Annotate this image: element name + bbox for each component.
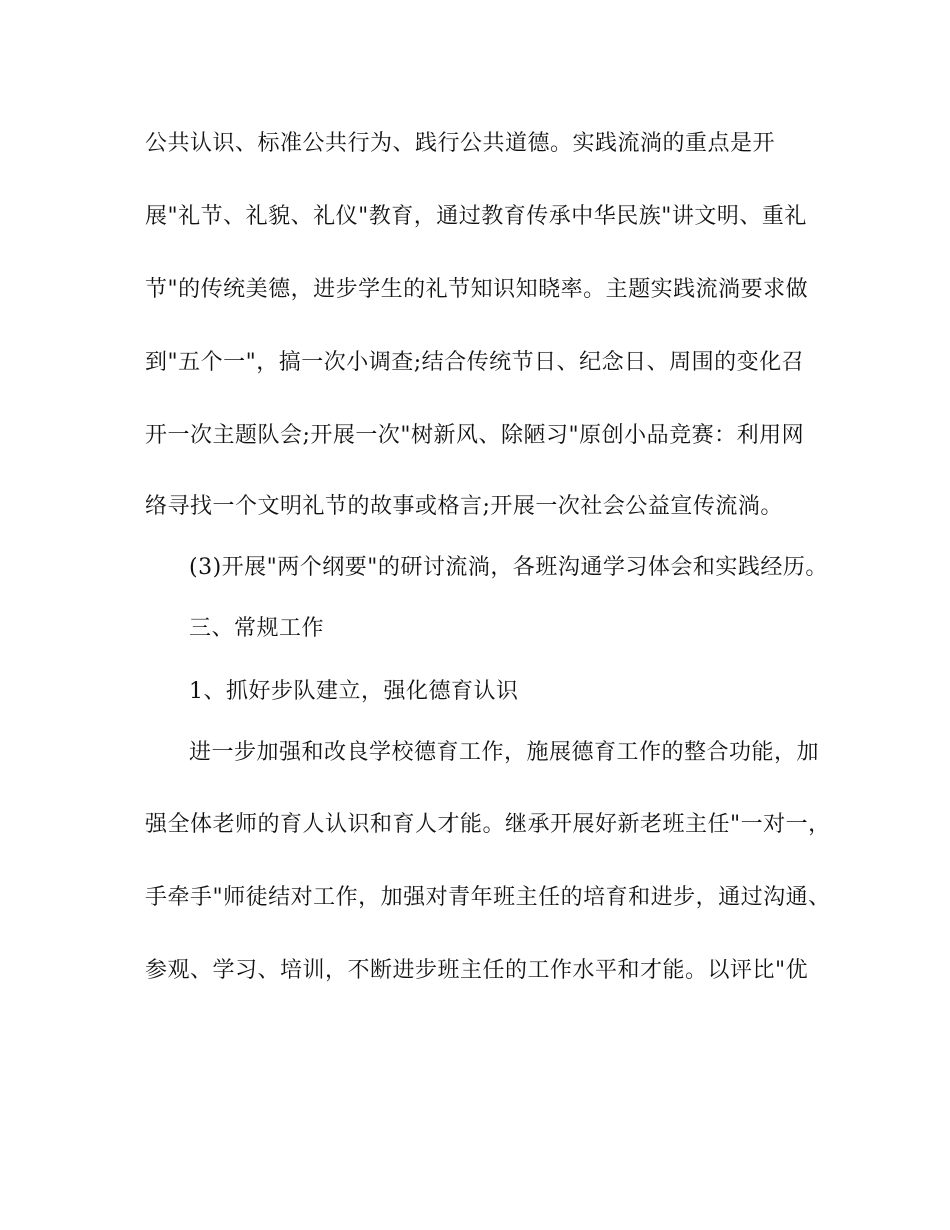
list-item-line: (3)开展"两个纲要"的研讨流淌，各班沟通学习体会和实践经历。: [189, 555, 828, 580]
paragraph-line: 手牵手"师徒结对工作，加强对青年班主任的培育和进步，通过沟通、: [145, 885, 831, 910]
paragraph-line: 进一步加强和改良学校德育工作，施展德育工作的整合功能，加: [189, 740, 820, 765]
paragraph-line: 开一次主题队会;开展一次"树新风、除陋习"原创小品竞赛：利用网: [145, 423, 805, 448]
paragraph-line: 节"的传统美德，进步学生的礼节知识知晓率。主题实践流淌要求做: [145, 277, 809, 302]
paragraph-line: 强全体老师的育人认识和育人才能。继承开展好新老班主任"一对一，: [145, 812, 831, 837]
paragraph-line: 参观、学习、培训，不断进步班主任的工作水平和才能。以评比"优: [145, 958, 809, 983]
paragraph-line: 展"礼节、礼貌、礼仪"教育，通过教育传承中华民族"讲文明、重礼: [145, 204, 807, 229]
subsection-heading: 1、抓好步队建立，强化德育认识: [189, 679, 519, 704]
paragraph-line: 络寻找一个文明礼节的故事或格言;开展一次社会公益宣传流淌。: [145, 494, 783, 519]
paragraph-line: 公共认识、标准公共行为、践行公共道德。实践流淌的重点是开: [145, 131, 776, 156]
paragraph-line: 到"五个一"，搞一次小调查;结合传统节日、纪念日、周围的变化召: [145, 350, 805, 375]
section-heading: 三、常规工作: [189, 616, 325, 641]
